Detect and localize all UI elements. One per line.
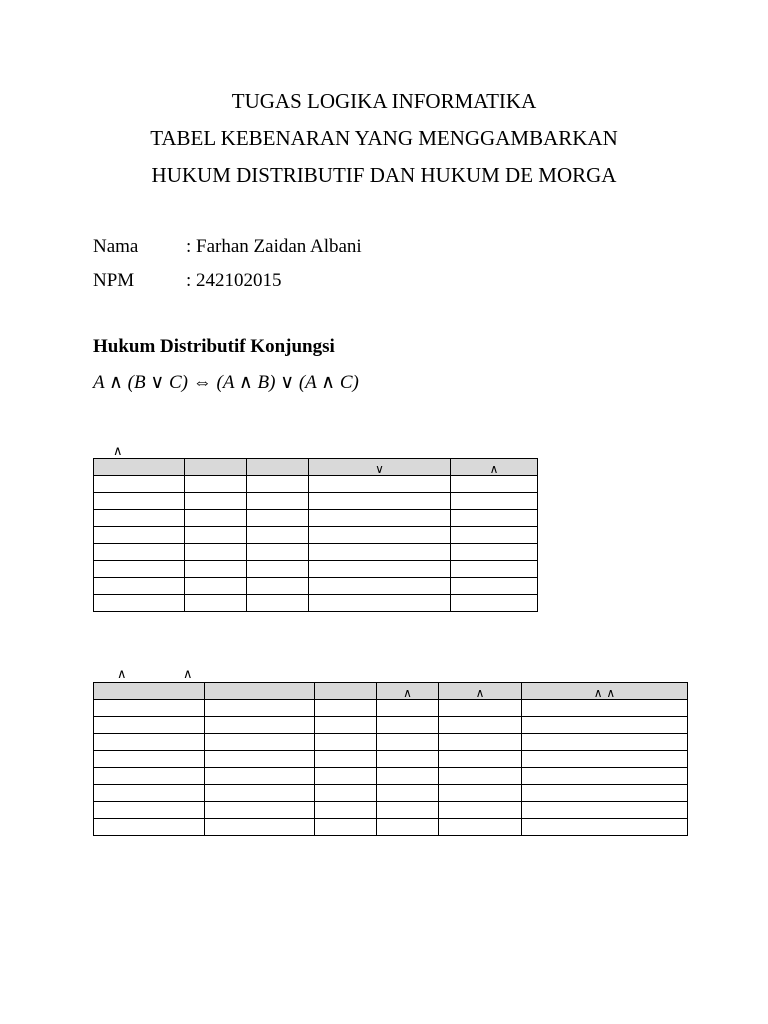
table-cell bbox=[315, 717, 377, 734]
table-cell bbox=[522, 802, 688, 819]
table2-header-cell bbox=[205, 683, 315, 700]
table-cell bbox=[309, 578, 451, 595]
table-cell bbox=[522, 717, 688, 734]
table-cell bbox=[451, 595, 538, 612]
table-cell bbox=[451, 527, 538, 544]
section-heading: Hukum Distributif Konjungsi bbox=[93, 336, 335, 357]
table-cell bbox=[185, 510, 247, 527]
table2-stray-symbol-2: ∧ bbox=[183, 667, 193, 682]
table-cell bbox=[247, 544, 309, 561]
table-cell bbox=[439, 751, 522, 768]
table2-header-cell: ∧ bbox=[439, 683, 522, 700]
table-cell bbox=[315, 819, 377, 836]
table-cell bbox=[94, 578, 185, 595]
table1-header-cell bbox=[94, 459, 185, 476]
table-cell bbox=[94, 544, 185, 561]
table-row bbox=[94, 493, 538, 510]
table1-header-row bbox=[94, 459, 538, 476]
table-cell bbox=[315, 802, 377, 819]
table-cell bbox=[185, 561, 247, 578]
table-cell bbox=[315, 700, 377, 717]
table-cell bbox=[439, 802, 522, 819]
table-row bbox=[94, 544, 538, 561]
table-cell bbox=[185, 476, 247, 493]
table-row bbox=[94, 785, 688, 802]
table-row bbox=[94, 802, 688, 819]
table2-stray-symbol-1: ∧ bbox=[117, 667, 127, 682]
table-cell bbox=[451, 578, 538, 595]
table-cell bbox=[94, 700, 205, 717]
table1-header-cell bbox=[185, 459, 247, 476]
table-cell bbox=[94, 527, 185, 544]
table-cell bbox=[185, 578, 247, 595]
table-cell bbox=[247, 510, 309, 527]
table-cell bbox=[247, 476, 309, 493]
table-cell bbox=[439, 819, 522, 836]
table2-header-cell bbox=[315, 683, 377, 700]
table-cell bbox=[185, 544, 247, 561]
table-cell bbox=[309, 544, 451, 561]
table-cell bbox=[205, 734, 315, 751]
table-cell bbox=[94, 561, 185, 578]
title-line-3: HUKUM DISTRIBUTIF DAN HUKUM DE MORGA bbox=[151, 163, 617, 187]
table2-header-cell: ∧ ∧ bbox=[522, 683, 688, 700]
table-cell bbox=[522, 751, 688, 768]
table-cell bbox=[185, 493, 247, 510]
table-cell bbox=[309, 527, 451, 544]
table-row bbox=[94, 734, 688, 751]
table-cell bbox=[309, 561, 451, 578]
table-row bbox=[94, 510, 538, 527]
table-cell bbox=[185, 595, 247, 612]
table-row bbox=[94, 476, 538, 493]
table-cell bbox=[315, 785, 377, 802]
name-label: Nama bbox=[93, 236, 139, 257]
table-cell bbox=[522, 819, 688, 836]
table-cell bbox=[205, 751, 315, 768]
truth-table-1 bbox=[93, 458, 538, 612]
table-cell bbox=[439, 768, 522, 785]
table-row bbox=[94, 561, 538, 578]
table-cell bbox=[94, 476, 185, 493]
table-cell bbox=[439, 717, 522, 734]
table1-header-cell bbox=[247, 459, 309, 476]
table1-header-cell: ∧ bbox=[451, 459, 538, 476]
table-row bbox=[94, 700, 688, 717]
table-cell bbox=[451, 544, 538, 561]
table-cell bbox=[522, 734, 688, 751]
table-cell bbox=[451, 561, 538, 578]
table-cell bbox=[94, 768, 205, 785]
table-cell bbox=[522, 700, 688, 717]
table-cell bbox=[377, 734, 439, 751]
table-cell bbox=[315, 734, 377, 751]
table-cell bbox=[377, 802, 439, 819]
table-cell bbox=[94, 785, 205, 802]
table-cell bbox=[94, 717, 205, 734]
table-cell bbox=[247, 595, 309, 612]
table-cell bbox=[377, 717, 439, 734]
table2-header-row bbox=[94, 683, 688, 700]
table-row bbox=[94, 527, 538, 544]
table-cell bbox=[439, 734, 522, 751]
table1-stray-symbol: ∧ bbox=[113, 444, 123, 459]
table-cell bbox=[247, 561, 309, 578]
table2-header-cell bbox=[94, 683, 205, 700]
table-cell bbox=[247, 527, 309, 544]
table-cell bbox=[205, 768, 315, 785]
table-row bbox=[94, 751, 688, 768]
table-cell bbox=[205, 717, 315, 734]
table-cell bbox=[247, 493, 309, 510]
table-cell bbox=[377, 768, 439, 785]
truth-table-2 bbox=[93, 682, 688, 836]
table-cell bbox=[439, 700, 522, 717]
table-cell bbox=[377, 785, 439, 802]
title-line-1: TUGAS LOGIKA INFORMATIKA bbox=[231, 89, 537, 113]
table-cell bbox=[94, 819, 205, 836]
table1-header-cell: ∨ bbox=[309, 459, 451, 476]
table-cell bbox=[94, 595, 185, 612]
table-cell bbox=[309, 493, 451, 510]
table-cell bbox=[205, 819, 315, 836]
npm-value: : 242102015 bbox=[186, 270, 282, 291]
table-cell bbox=[315, 768, 377, 785]
table-cell bbox=[94, 734, 205, 751]
table-cell bbox=[205, 700, 315, 717]
table-cell bbox=[247, 578, 309, 595]
table-cell bbox=[451, 493, 538, 510]
table-row bbox=[94, 819, 688, 836]
table-cell bbox=[522, 785, 688, 802]
table-cell bbox=[377, 700, 439, 717]
table-row bbox=[94, 595, 538, 612]
table-cell bbox=[185, 527, 247, 544]
distributive-formula: A ∧ (B ∨ C) ⇔ (A ∧ B) ∨ (A ∧ C) bbox=[93, 372, 359, 393]
name-value: : Farhan Zaidan Albani bbox=[186, 236, 362, 257]
table-cell bbox=[315, 751, 377, 768]
table-cell bbox=[439, 785, 522, 802]
table-cell bbox=[377, 751, 439, 768]
table-cell bbox=[205, 785, 315, 802]
title-line-2: TABEL KEBENARAN YANG MENGGAMBARKAN bbox=[150, 126, 618, 150]
table-cell bbox=[94, 802, 205, 819]
table-row bbox=[94, 578, 538, 595]
table-cell bbox=[451, 476, 538, 493]
table-cell bbox=[377, 819, 439, 836]
table-row bbox=[94, 768, 688, 785]
table-cell bbox=[94, 493, 185, 510]
table2-header-cell: ∧ bbox=[377, 683, 439, 700]
table-cell bbox=[94, 751, 205, 768]
table-row bbox=[94, 717, 688, 734]
table-cell bbox=[205, 802, 315, 819]
table-cell bbox=[522, 768, 688, 785]
table-cell bbox=[309, 595, 451, 612]
table-cell bbox=[451, 510, 538, 527]
table-cell bbox=[309, 476, 451, 493]
table-cell bbox=[309, 510, 451, 527]
npm-label: NPM bbox=[93, 270, 135, 291]
table-cell bbox=[94, 510, 185, 527]
